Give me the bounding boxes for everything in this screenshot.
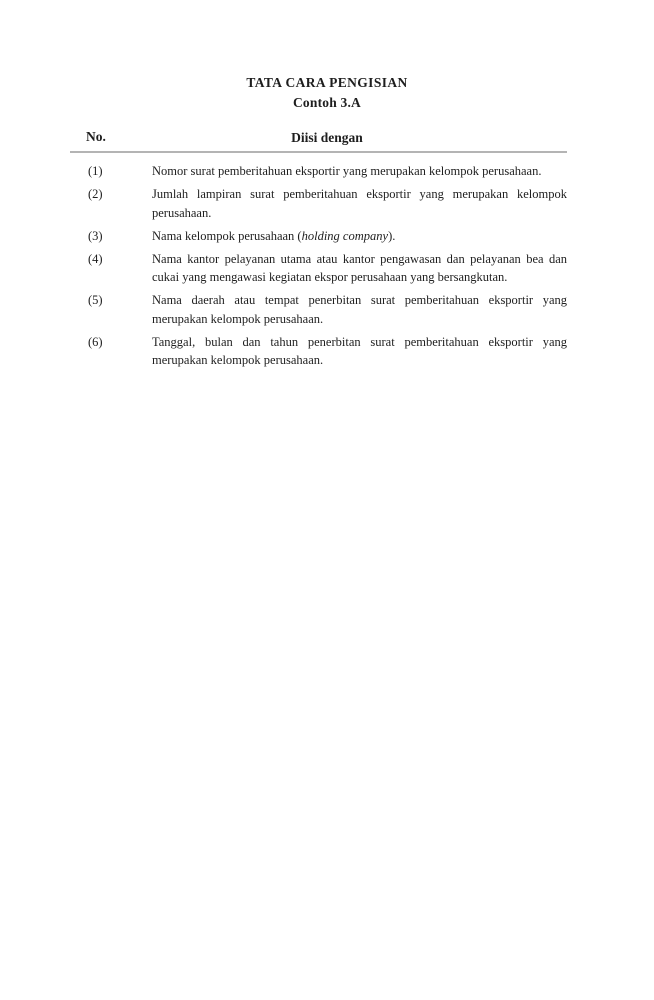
row-text-segment: Jumlah lampiran surat pemberitahuan eksportir yang merupakan kelompok perusahaan. [152,187,567,220]
instruction-list [88,162,567,374]
table-row [88,333,567,370]
column-header-diisi-dengan: Diisi dengan [291,130,363,145]
header-divider [70,151,567,153]
row-text-segment: Nama daerah atau tempat penerbitan surat pemberitahuan eksportir yang merupakan kelompok perusahaan. [152,293,567,326]
row-text [152,185,567,222]
row-number: (4) [88,251,103,266]
row-text [152,162,567,181]
row-text [152,250,567,287]
row-text-segment: ). [388,228,396,243]
column-header-desc-wrap [0,129,654,147]
row-number: (2) [88,187,103,201]
table-row [88,250,567,287]
row-number: (5) [88,293,103,307]
row-number: (1) [88,164,103,178]
row-text-segment: Tanggal, bulan dan tahun penerbitan surat pemberitahuan eksportir yang merupakan kelompok perusahaan. [152,334,567,367]
row-text-segment: Nomor surat pemberitahuan eksportir yang merupakan kelompok perusahaan. [152,164,542,178]
page-title: TATA CARA PENGISIAN [246,75,408,90]
table-row [88,185,567,222]
table-row [88,162,567,181]
table-header-row [0,129,654,147]
italic-term: holding company [301,228,389,243]
row-text [152,333,567,370]
row-text-segment: Nama kantor pelayanan utama atau kantor pengawasan dan pelayanan bea dan cukai yang mengawasi kegiatan ekspor perusahaan yang bersangkutan. [152,251,567,284]
row-number: (3) [88,228,103,243]
row-number: (6) [88,334,103,349]
table-row [88,291,567,328]
row-text-segment: Nama kelompok perusahaan ( [152,228,302,243]
table-row [88,227,567,246]
row-text [152,227,567,246]
column-header-no: No. [86,129,106,144]
row-text [152,291,567,328]
page-subtitle: Contoh 3.A [292,95,361,110]
